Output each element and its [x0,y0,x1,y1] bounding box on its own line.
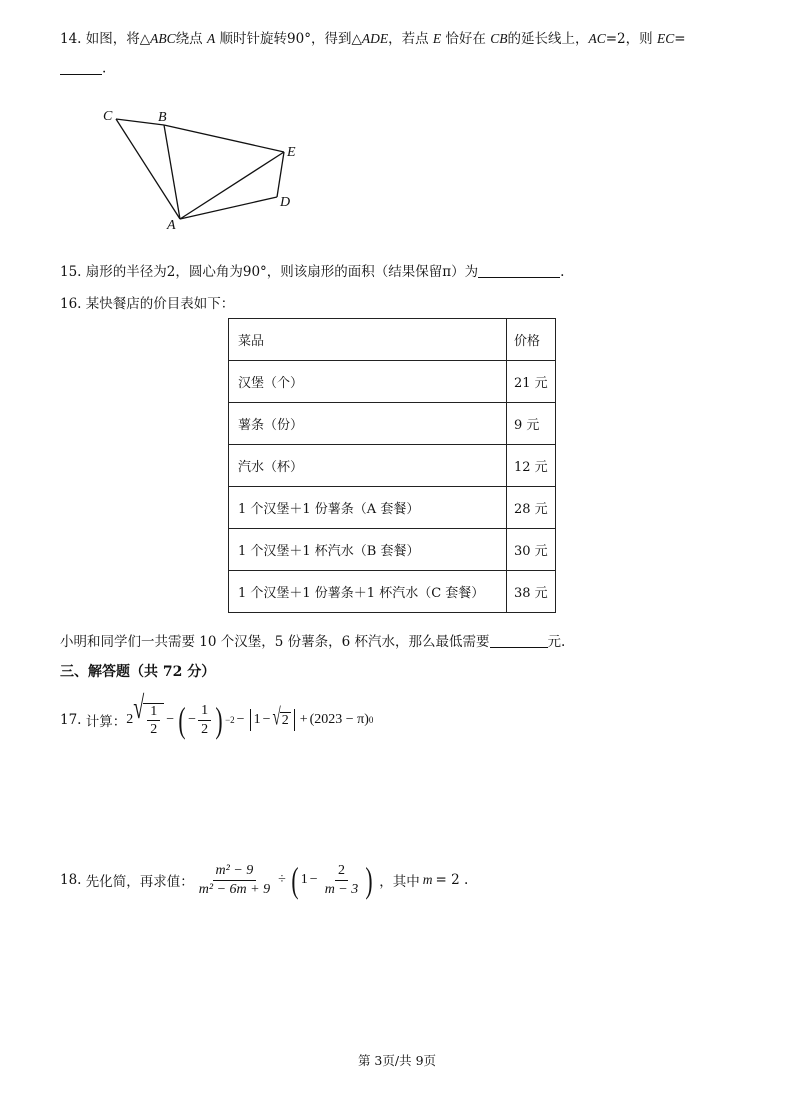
table-cell-dish: 1 个汉堡＋1 份薯条（A 套餐） [229,487,507,529]
table-cell-dish: 薯条（份） [229,403,507,445]
answer-blank[interactable] [490,634,548,649]
table-cell-dish: 汽水（杯） [229,445,507,487]
table-cell-price: 28 元 [507,487,556,529]
table-row [229,529,556,571]
q17-expression: 2 √ $\frac{1}{2}$ − ( − $\frac{1}{2}$ ) −2 − 1 − √ 2 + (2023 − π) 0 [126,690,374,740]
q15-text: 15. 扇形的半径为2，圆心角为90°，则该扇形的面积（结果保留π）为 . [60,264,565,280]
table-row [229,571,556,613]
header-price: 价格 [507,319,556,361]
table-row [229,403,556,445]
section-heading: 三、解答题（共 72 分） [60,664,216,680]
page-footer: 第 3页/共 9页 [357,1053,437,1068]
answer-blank[interactable] [478,264,560,279]
segment-ed [277,152,284,197]
q14-text: 14. 如图，将△ABC绕点 A 顺时针旋转90°，得到△ADE，若点 E 恰好在 CB的延长线上，AC=2，则 EC= [60,31,686,47]
table-cell-price: 30 元 [507,529,556,571]
table-cell-dish: 汉堡（个） [229,361,507,403]
price-table [228,318,556,613]
q18-text: 18. 先化简，再求值： $\frac{\text{m² − 9}}{\text{m² − 6m + 9}}$ ÷ ( 1 − $\frac{2}{m - 3}$ ) ，其中 m = 2 . [60,860,469,900]
label-e: E [287,145,296,160]
table-cell-price: 21 元 [507,361,556,403]
segment-ca [116,119,180,219]
segment-da [180,197,277,219]
table-cell-price: 12 元 [507,445,556,487]
table-header-row [229,319,556,361]
label-c: C [103,109,113,124]
table-cell-dish: 1 个汉堡＋1 份薯条＋1 杯汽水（C 套餐） [229,571,507,613]
q14-figure [96,100,316,240]
q16-intro: 16. 某快餐店的价目表如下： [60,296,235,312]
label-d: D [280,195,291,210]
header-dish: 菜品 [229,319,507,361]
segment-cb [116,119,164,125]
segment-ba [164,125,180,219]
answer-blank[interactable] [60,60,102,75]
table-cell-dish: 1 个汉堡＋1 杯汽水（B 套餐） [229,529,507,571]
q14-answer-line: . [60,60,106,77]
table-cell-price: 9 元 [507,403,556,445]
table-row [229,445,556,487]
q18-expression: $\frac{\text{m² − 9}}{\text{m² − 6m + 9}}$ ÷ ( 1 − $\frac{2}{m - 3}$ ) [198,860,373,900]
q17-text: 17. 计算： 2 √ $\frac{1}{2}$ − ( − $\frac{1}{2}$ ) −2 − 1 − √ 2 + (2023 − π) 0 [60,690,374,740]
table-row [229,361,556,403]
q16-question: 小明和同学们一共需要 10 个汉堡，5 份薯条，6 杯汽水，那么最低需要 元. [60,634,566,650]
table-cell-price: 38 元 [507,571,556,613]
segment-ae [180,152,284,219]
segment-be [164,125,284,152]
label-b: B [158,110,167,125]
table-row [229,487,556,529]
label-a: A [167,218,176,233]
